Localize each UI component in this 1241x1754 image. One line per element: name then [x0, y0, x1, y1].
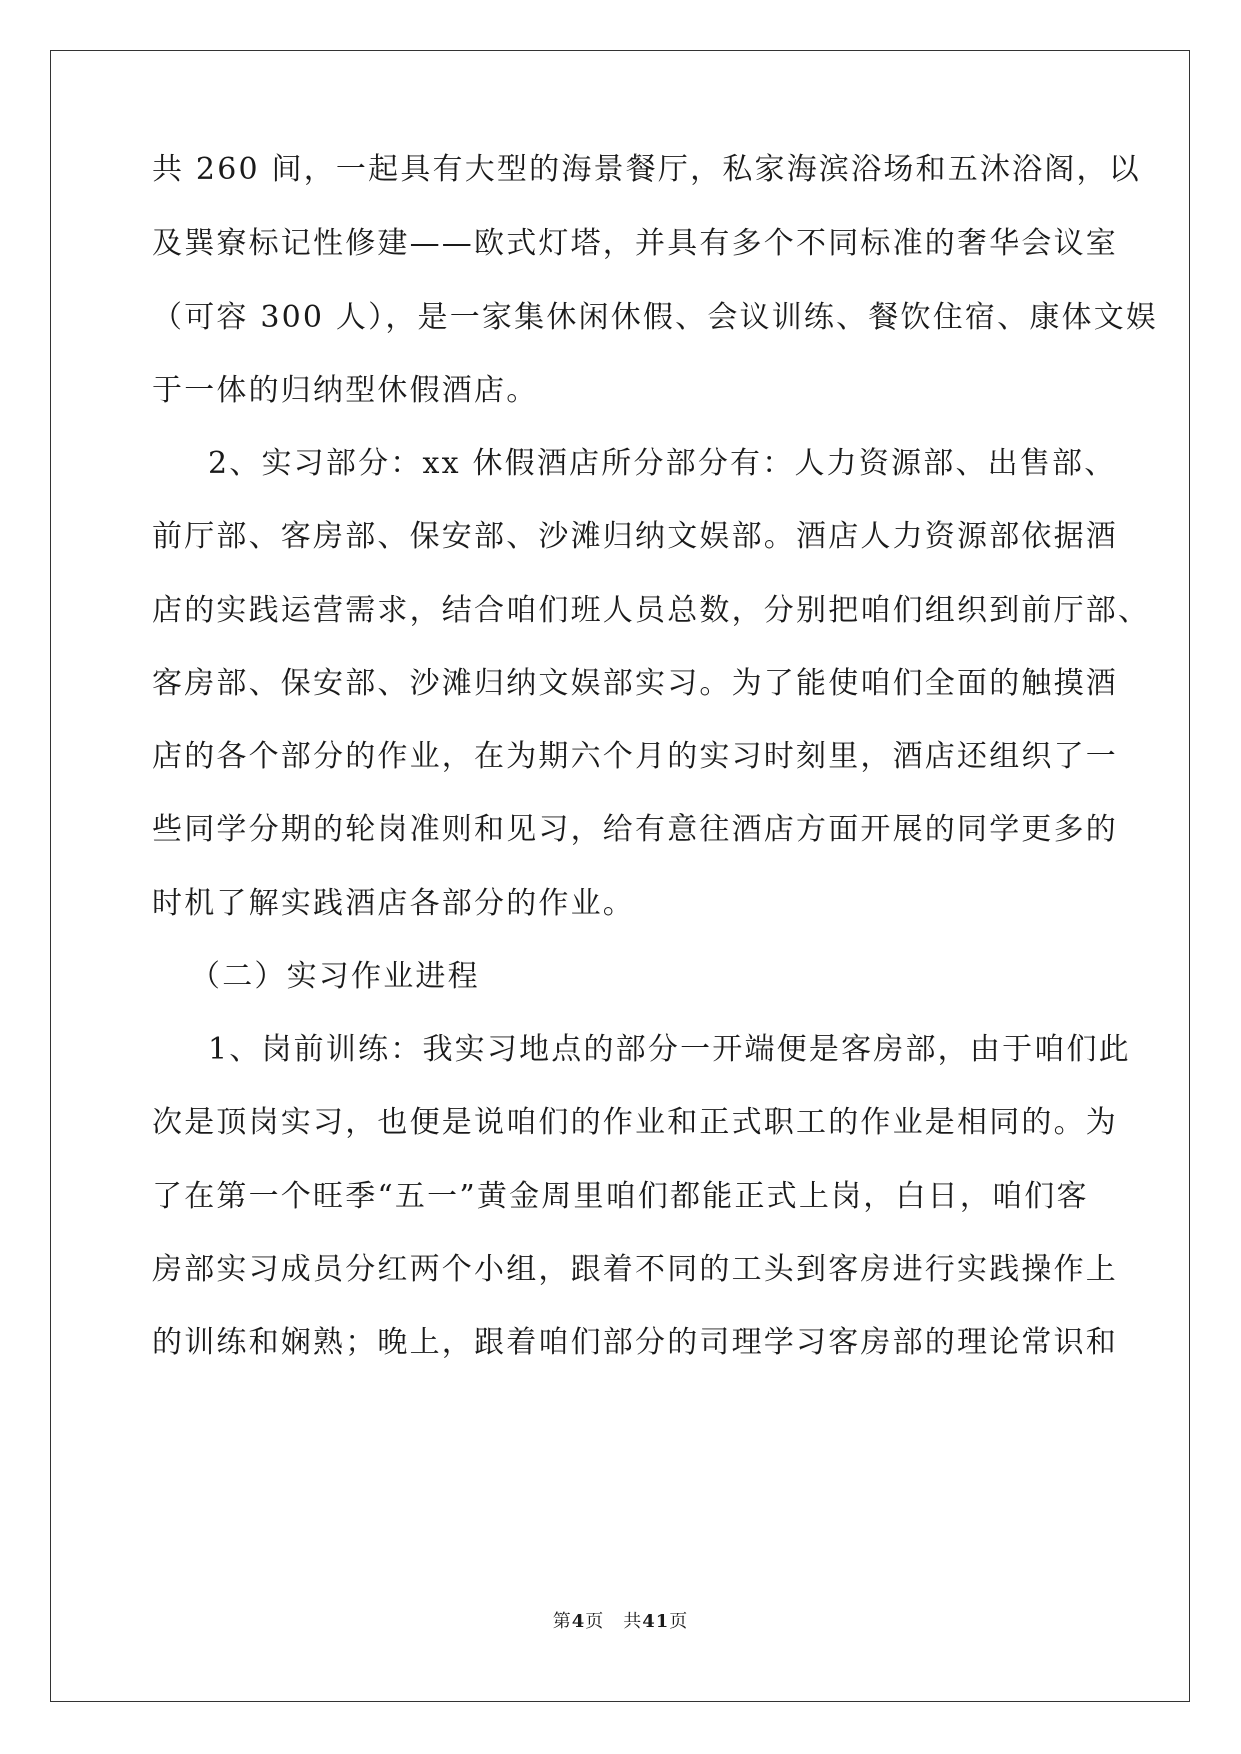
section-heading: （二）实习作业进程 — [190, 959, 480, 994]
footer-prefix: 第 — [552, 1611, 572, 1632]
paragraph-line: 2、实习部分：xx 休假酒店所分部分有：人力资源部、出售部、 — [208, 446, 1117, 481]
paragraph-line: 店的实践运营需求，结合咱们班人员总数，分别把咱们组织到前厅部、 — [152, 593, 1151, 628]
current-page-number: 4 — [571, 1611, 586, 1632]
footer-mid: 页 共 — [585, 1611, 643, 1632]
paragraph-line: 客房部、保安部、沙滩归纳文娱部实习。为了能使咱们全面的触摸酒 — [152, 666, 1118, 701]
paragraph-line: 次是顶岗实习，也便是说咱们的作业和正式职工的作业是相同的。为 — [152, 1105, 1118, 1140]
paragraph-line: 店的各个部分的作业，在为期六个月的实习时刻里，酒店还组织了一 — [152, 739, 1118, 774]
footer-suffix: 页 — [669, 1611, 689, 1632]
paragraph-line: 于一体的归纳型休假酒店。 — [152, 373, 539, 408]
paragraph-line: 前厅部、客房部、保安部、沙滩归纳文娱部。酒店人力资源部依据酒 — [152, 519, 1118, 554]
paragraph-line: 些同学分期的轮岗准则和见习，给有意往酒店方面开展的同学更多的 — [152, 812, 1118, 847]
page-footer — [0, 1611, 1241, 1633]
total-page-count: 41 — [642, 1611, 670, 1632]
paragraph-line: 1、岗前训练：我实习地点的部分一开端便是客房部，由于咱们此 — [208, 1032, 1131, 1067]
paragraph-line: 共 260 间，一起具有大型的海景餐厅，私家海滨浴场和五沐浴阁，以 — [152, 152, 1141, 187]
paragraph-line: 了在第一个旺季“五一”黄金周里咱们都能正式上岗，白日，咱们客 — [152, 1179, 1089, 1214]
paragraph-line: 的训练和娴熟；晚上，跟着咱们部分的司理学习客房部的理论常识和 — [152, 1325, 1118, 1360]
paragraph-line: （可容 300 人），是一家集休闲休假、会议训练、餐饮住宿、康体文娱 — [152, 300, 1159, 335]
paragraph-line: 时机了解实践酒店各部分的作业。 — [152, 886, 635, 921]
paragraph-line: 房部实习成员分红两个小组，跟着不同的工头到客房进行实践操作上 — [152, 1252, 1118, 1287]
paragraph-line: 及巽寮标记性修建——欧式灯塔，并具有多个不同标准的奢华会议室 — [152, 226, 1118, 261]
